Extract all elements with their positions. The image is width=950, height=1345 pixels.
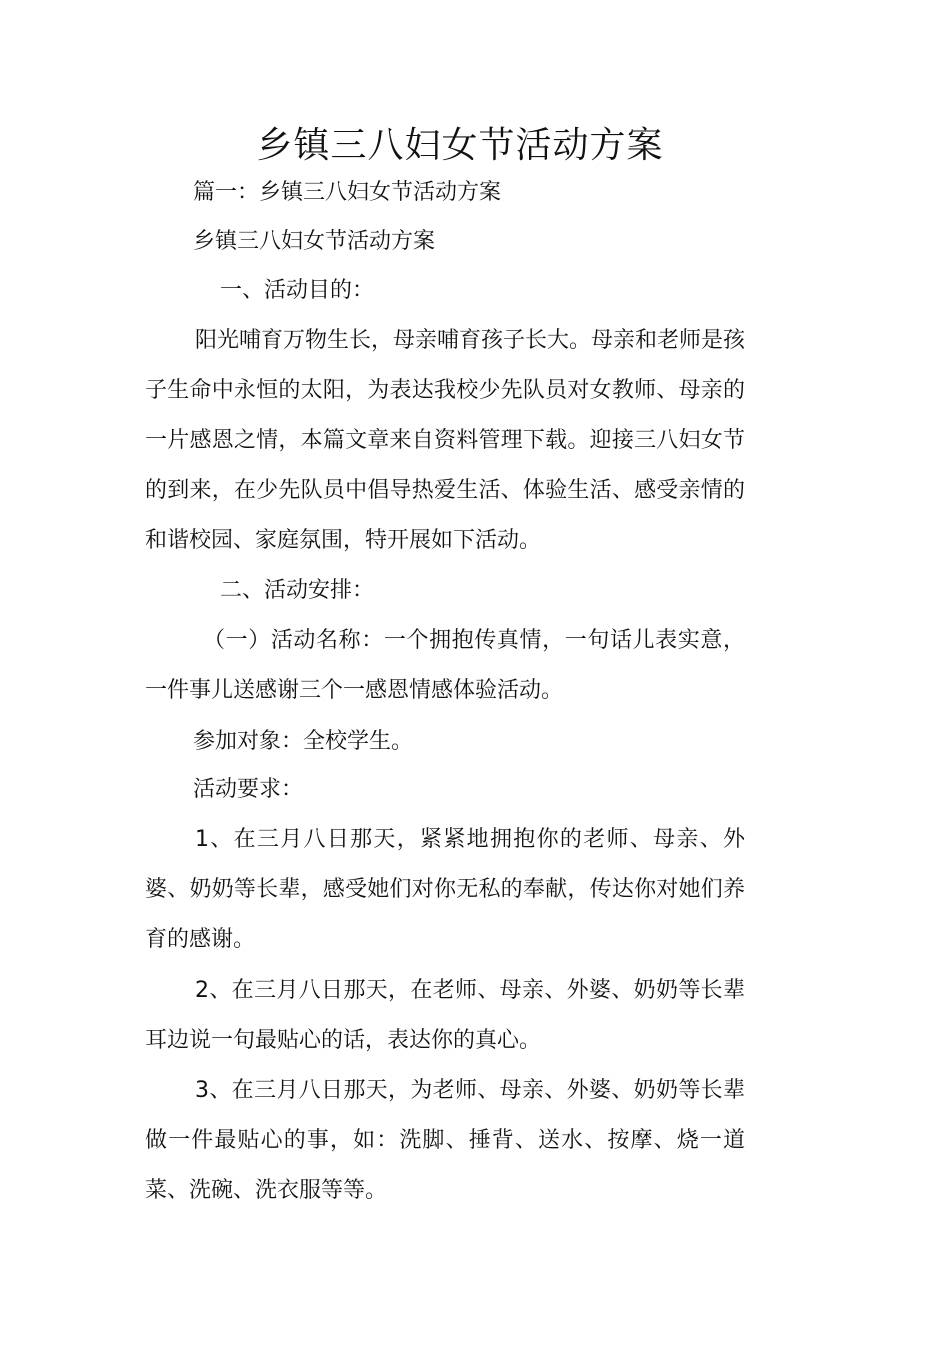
- participants-line: 参加对象：全校学生。: [193, 729, 414, 754]
- section-heading-purpose: 一、活动目的：: [220, 278, 375, 303]
- requirement-item-2: 2、在三月八日那天，在老师、母亲、外婆、奶奶等长辈耳边说一句最贴心的话，表达你的真心。: [145, 978, 745, 1053]
- subheading: 篇一：乡镇三八妇女节活动方案: [193, 180, 502, 205]
- document-title-repeat: 乡镇三八妇女节活动方案: [193, 229, 436, 254]
- activity-name-paragraph: （一）活动名称：一个拥抱传真情，一句话儿表实意，一件事儿送感谢三个一感恩情感体验活动。: [145, 628, 745, 703]
- section-heading-arrangement: 二、活动安排：: [220, 578, 375, 603]
- requirement-item-1: 1、在三月八日那天，紧紧地拥抱你的老师、母亲、外婆、奶奶等长辈，感受她们对你无私的奉献，传达你对她们养育的感谢。: [145, 827, 745, 952]
- document-title: 乡镇三八妇女节活动方案: [256, 125, 664, 166]
- requirement-item-3: 3、在三月八日那天，为老师、母亲、外婆、奶奶等长辈做一件最贴心的事，如：洗脚、捶背、送水、按摩、烧一道菜、洗碗、洗衣服等等。: [145, 1078, 745, 1203]
- section-body-purpose: 阳光哺育万物生长，母亲哺育孩子长大。母亲和老师是孩子生命中永恒的太阳，为表达我校少先队员对女教师、母亲的一片感恩之情，本篇文章来自资料管理下载。迎接三八妇女节的到来，在少先队员中倡导热爱生活、体验生活、感受亲情的和谐校园、家庭氛围，特开展如下活动。: [145, 328, 746, 553]
- requirements-label: 活动要求：: [193, 777, 304, 802]
